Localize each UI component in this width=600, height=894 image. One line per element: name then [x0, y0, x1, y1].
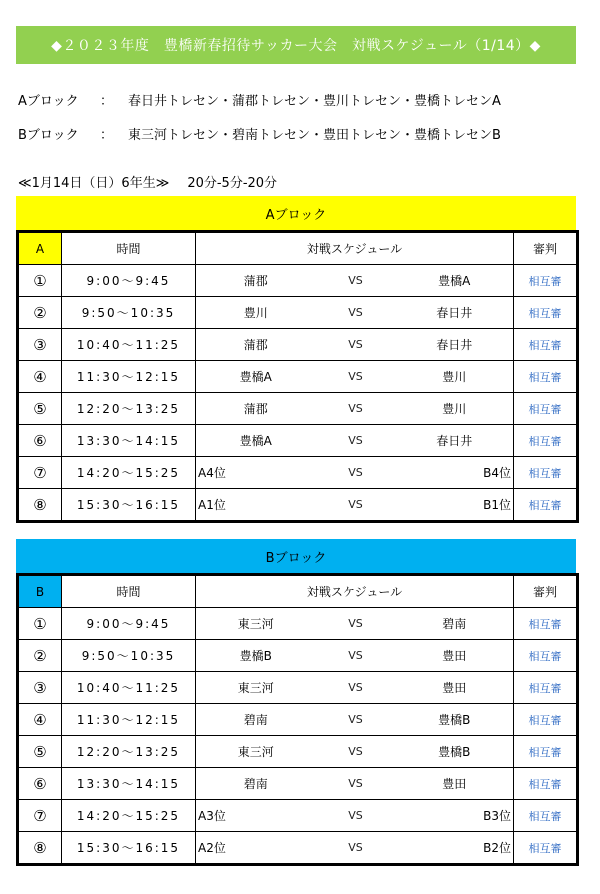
table-row	[18, 489, 578, 522]
table-row	[18, 672, 578, 704]
referee-cell: 相互審	[514, 832, 578, 865]
table-row	[18, 329, 578, 361]
match-time: 14:20〜15:25	[62, 457, 196, 489]
match-number: ⑧	[18, 489, 62, 522]
table-row	[18, 704, 578, 736]
home-team: 豊川	[196, 297, 316, 329]
block-a-teams-line	[18, 90, 501, 109]
header-match: 対戦スケジュール	[196, 575, 514, 608]
away-team: B3位	[396, 800, 514, 832]
table-row	[18, 361, 578, 393]
table-row	[18, 768, 578, 800]
vs-label: VS	[316, 704, 396, 736]
match-date: ≪1月14日（日）6年生≫	[18, 176, 170, 191]
away-team: 豊橋B	[396, 736, 514, 768]
vs-label: VS	[316, 832, 396, 865]
header-referee: 審判	[514, 575, 578, 608]
block-a-teams: 春日井トレセン・蒲郡トレセン・豊川トレセン・豊橋トレセンA	[128, 94, 501, 109]
table-row	[18, 800, 578, 832]
match-number: ⑤	[18, 393, 62, 425]
match-time: 10:40〜11:25	[62, 329, 196, 361]
home-team: 蒲郡	[196, 393, 316, 425]
vs-label: VS	[316, 768, 396, 800]
away-team: 豊橋B	[396, 704, 514, 736]
vs-label: VS	[316, 800, 396, 832]
schedule-a-table	[16, 230, 579, 523]
match-time: 14:20〜15:25	[62, 800, 196, 832]
schedule-b-header-row	[18, 575, 578, 608]
referee-cell: 相互審	[514, 265, 578, 297]
match-number: ⑤	[18, 736, 62, 768]
away-team: 豊田	[396, 672, 514, 704]
match-number: ⑥	[18, 425, 62, 457]
vs-label: VS	[316, 457, 396, 489]
home-team: 蒲郡	[196, 265, 316, 297]
match-time: 9:00〜9:45	[62, 608, 196, 640]
vs-label: VS	[316, 265, 396, 297]
match-time: 15:30〜16:15	[62, 832, 196, 865]
match-number: ⑥	[18, 768, 62, 800]
referee-cell: 相互審	[514, 393, 578, 425]
block-b-teams: 東三河トレセン・碧南トレセン・豊田トレセン・豊橋トレセンB	[128, 128, 501, 143]
block-b-name: Bブロック	[18, 128, 79, 143]
away-team: B1位	[396, 489, 514, 522]
schedule-a-header-row	[18, 232, 578, 265]
schedule-b-title: Bブロック	[16, 539, 576, 573]
home-team: 東三河	[196, 608, 316, 640]
home-team: 豊橋A	[196, 361, 316, 393]
away-team: 豊川	[396, 393, 514, 425]
vs-label: VS	[316, 393, 396, 425]
away-team: B2位	[396, 832, 514, 865]
schedule-block-a	[16, 196, 576, 523]
home-team: 碧南	[196, 768, 316, 800]
vs-label: VS	[316, 425, 396, 457]
vs-label: VS	[316, 329, 396, 361]
referee-cell: 相互審	[514, 361, 578, 393]
home-team: 豊橋A	[196, 425, 316, 457]
home-team: 蒲郡	[196, 329, 316, 361]
block-a-name: Aブロック	[18, 94, 79, 109]
match-number: ④	[18, 361, 62, 393]
vs-label: VS	[316, 640, 396, 672]
match-number: ③	[18, 329, 62, 361]
vs-label: VS	[316, 361, 396, 393]
match-time: 11:30〜12:15	[62, 361, 196, 393]
away-team: 豊川	[396, 361, 514, 393]
block-b-separator: ：	[100, 128, 114, 143]
table-row	[18, 608, 578, 640]
block-a-label: A	[18, 232, 62, 265]
vs-label: VS	[316, 608, 396, 640]
match-time: 13:30〜14:15	[62, 425, 196, 457]
match-time: 13:30〜14:15	[62, 768, 196, 800]
match-time: 9:50〜10:35	[62, 297, 196, 329]
referee-cell: 相互審	[514, 800, 578, 832]
match-number: ①	[18, 608, 62, 640]
schedule-b-table	[16, 573, 579, 866]
home-team: A2位	[196, 832, 316, 865]
table-row	[18, 640, 578, 672]
match-time: 9:50〜10:35	[62, 640, 196, 672]
match-number: ③	[18, 672, 62, 704]
referee-cell: 相互審	[514, 489, 578, 522]
away-team: 碧南	[396, 608, 514, 640]
match-time: 11:30〜12:15	[62, 704, 196, 736]
match-time: 12:20〜13:25	[62, 736, 196, 768]
match-time: 15:30〜16:15	[62, 489, 196, 522]
match-number: ⑦	[18, 457, 62, 489]
page-banner: ◆２０２３年度 豊橋新春招待サッカー大会 対戦スケジュール（1/14）◆	[16, 26, 576, 64]
match-info	[18, 172, 277, 191]
match-time: 10:40〜11:25	[62, 672, 196, 704]
schedule-block-b	[16, 539, 576, 866]
match-number: ⑦	[18, 800, 62, 832]
away-team: 春日井	[396, 329, 514, 361]
table-row	[18, 393, 578, 425]
table-row	[18, 457, 578, 489]
header-referee: 審判	[514, 232, 578, 265]
away-team: 豊田	[396, 640, 514, 672]
block-b-teams-line	[18, 124, 501, 143]
table-row	[18, 832, 578, 865]
referee-cell: 相互審	[514, 329, 578, 361]
vs-label: VS	[316, 489, 396, 522]
match-number: ②	[18, 297, 62, 329]
table-row	[18, 297, 578, 329]
away-team: 豊田	[396, 768, 514, 800]
header-time: 時間	[62, 575, 196, 608]
block-a-separator: ：	[100, 94, 114, 109]
home-team: A4位	[196, 457, 316, 489]
header-match: 対戦スケジュール	[196, 232, 514, 265]
block-b-label: B	[18, 575, 62, 608]
away-team: 春日井	[396, 297, 514, 329]
vs-label: VS	[316, 736, 396, 768]
referee-cell: 相互審	[514, 640, 578, 672]
match-number: ④	[18, 704, 62, 736]
referee-cell: 相互審	[514, 297, 578, 329]
referee-cell: 相互審	[514, 704, 578, 736]
match-number: ①	[18, 265, 62, 297]
away-team: 豊橋A	[396, 265, 514, 297]
vs-label: VS	[316, 672, 396, 704]
header-time: 時間	[62, 232, 196, 265]
referee-cell: 相互審	[514, 425, 578, 457]
home-team: 豊橋B	[196, 640, 316, 672]
home-team: A3位	[196, 800, 316, 832]
table-row	[18, 265, 578, 297]
referee-cell: 相互審	[514, 457, 578, 489]
home-team: A1位	[196, 489, 316, 522]
match-number: ⑧	[18, 832, 62, 865]
match-format: 20分-5分-20分	[187, 176, 278, 191]
table-row	[18, 736, 578, 768]
vs-label: VS	[316, 297, 396, 329]
table-row	[18, 425, 578, 457]
home-team: 東三河	[196, 736, 316, 768]
away-team: 春日井	[396, 425, 514, 457]
home-team: 碧南	[196, 704, 316, 736]
match-time: 9:00〜9:45	[62, 265, 196, 297]
schedule-a-title: Aブロック	[16, 196, 576, 230]
match-time: 12:20〜13:25	[62, 393, 196, 425]
match-number: ②	[18, 640, 62, 672]
referee-cell: 相互審	[514, 608, 578, 640]
home-team: 東三河	[196, 672, 316, 704]
referee-cell: 相互審	[514, 768, 578, 800]
referee-cell: 相互審	[514, 736, 578, 768]
referee-cell: 相互審	[514, 672, 578, 704]
away-team: B4位	[396, 457, 514, 489]
